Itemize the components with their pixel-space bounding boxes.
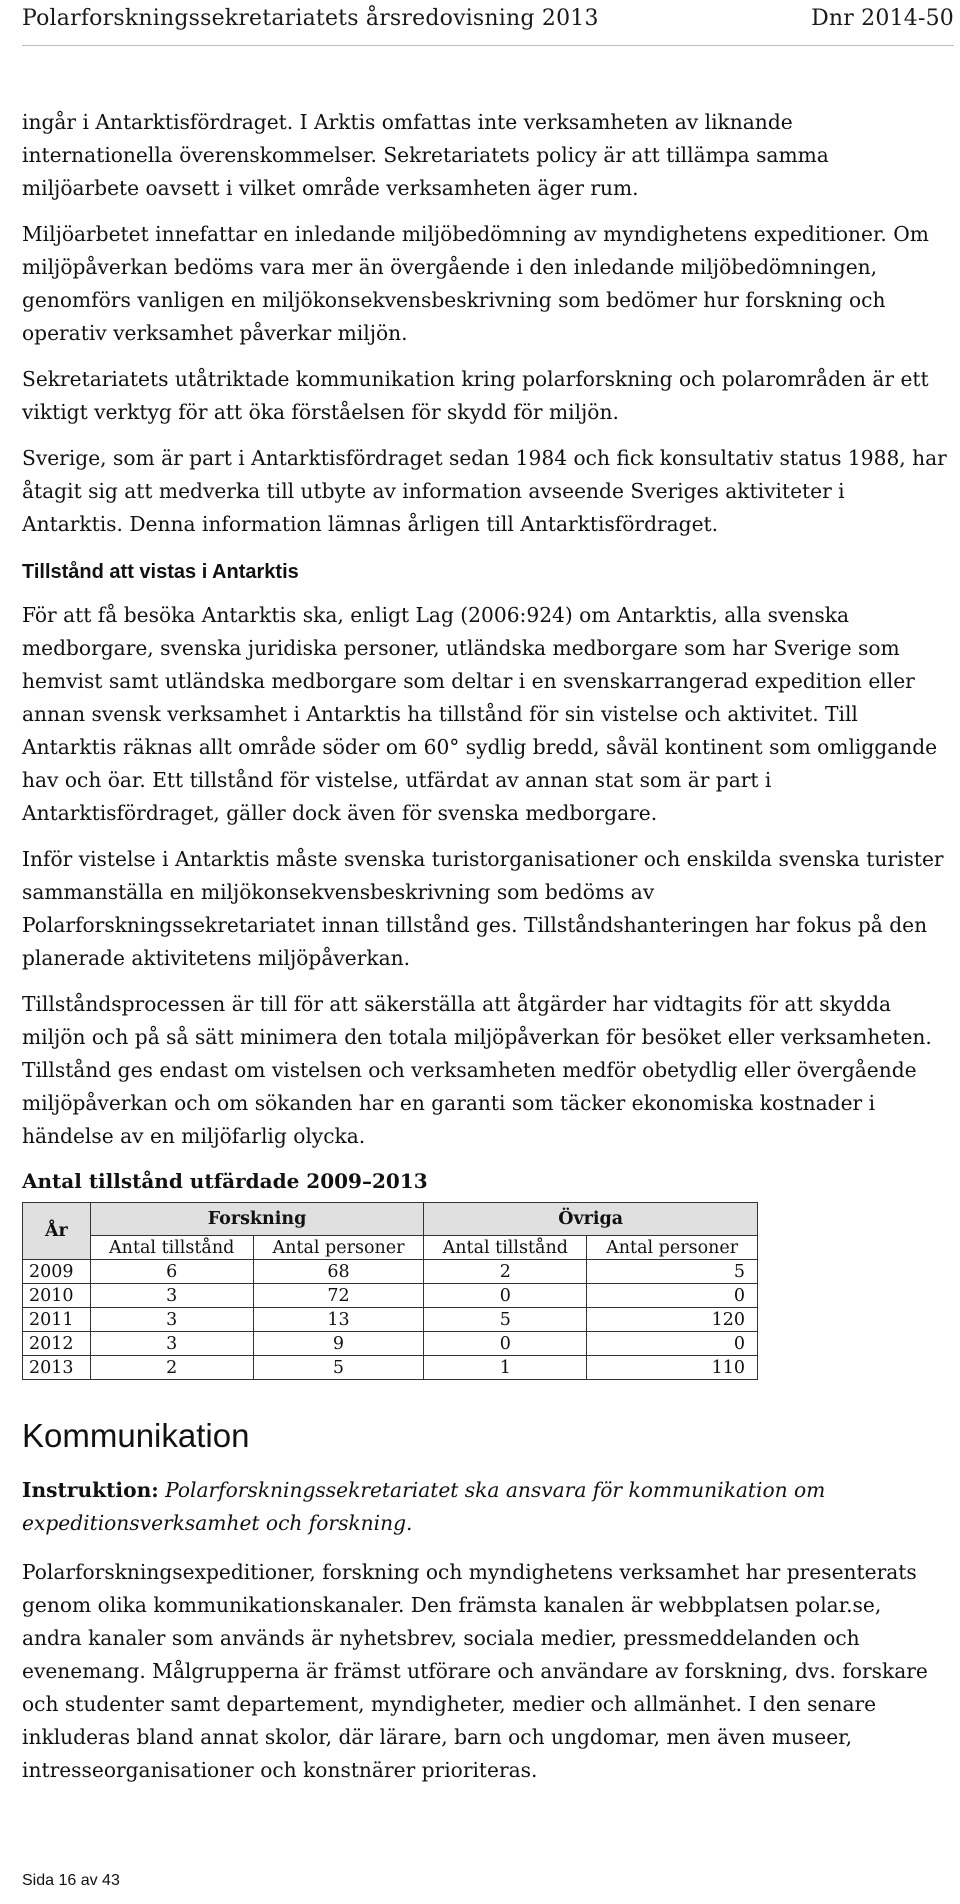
table-row xyxy=(23,1284,758,1308)
cell: 2 xyxy=(424,1260,587,1284)
cell: 3 xyxy=(90,1332,253,1356)
sub-other-persons: Antal personer xyxy=(587,1236,758,1260)
cell-year: 2010 xyxy=(23,1284,91,1308)
section-heading-communication: Kommunikation xyxy=(22,1417,250,1454)
table-row xyxy=(23,1260,758,1284)
table-row xyxy=(23,1308,758,1332)
paragraph: Inför vistelse i Antarktis måste svenska turistorganisationer och enskilda svenska turister sammanställa en miljökonsekvensbeskrivning som bedöms av Polarforskningssekretariatet innan tillstånd ges. Tillståndshanteringen har fokus på den planerade aktivitetens miljöpåverkan. xyxy=(22,847,944,970)
cell-year: 2012 xyxy=(23,1332,91,1356)
cell: 5 xyxy=(587,1260,758,1284)
cell: 120 xyxy=(587,1308,758,1332)
cell: 0 xyxy=(424,1284,587,1308)
header-title: Polarforskningssekretariatets årsredovisning 2013 xyxy=(22,6,599,31)
page-header xyxy=(22,6,954,31)
col-year: År xyxy=(23,1203,91,1260)
cell-year: 2013 xyxy=(23,1356,91,1380)
paragraph: Miljöarbetet innefattar en inledande miljöbedömning av myndighetens expeditioner. Om miljöpåverkan bedöms vara mer än övergående i den inledande miljöbedömningen, genomförs vanligen en miljökonsekvensbeskrivning som bedömer hur forskning och operativ verksamhet påverkar miljön. xyxy=(22,222,929,345)
instruction-text: Polarforskningssekretariatet ska ansvara för kommunikation om expeditionsverksamhet och forskning. xyxy=(22,1478,826,1535)
cell: 9 xyxy=(253,1332,424,1356)
page-number: Sida 16 av 43 xyxy=(22,1872,120,1889)
header-divider xyxy=(22,45,954,46)
cell: 72 xyxy=(253,1284,424,1308)
cell: 5 xyxy=(253,1356,424,1380)
cell: 6 xyxy=(90,1260,253,1284)
cell: 0 xyxy=(587,1284,758,1308)
sub-other-permits: Antal tillstånd xyxy=(424,1236,587,1260)
cell: 3 xyxy=(90,1284,253,1308)
cell: 1 xyxy=(424,1356,587,1380)
cell: 68 xyxy=(253,1260,424,1284)
cell-year: 2011 xyxy=(23,1308,91,1332)
cell: 3 xyxy=(90,1308,253,1332)
paragraph: Tillståndsprocessen är till för att säkerställa att åtgärder har vidtagits för att skydda miljön och på så sätt minimera den totala miljöpåverkan för besöket eller verksamheten. Tillstånd ges endast om vistelsen och verksamheten medför obetydlig eller övergående miljöpåverkan och om sökanden har en garanti som täcker ekonomiska kostnader i händelse av en miljöfarlig olycka. xyxy=(22,992,932,1148)
cell: 2 xyxy=(90,1356,253,1380)
cell: 13 xyxy=(253,1308,424,1332)
cell-year: 2009 xyxy=(23,1260,91,1284)
group-research: Forskning xyxy=(90,1203,424,1236)
page-content xyxy=(22,106,947,1800)
sub-research-permits: Antal tillstånd xyxy=(90,1236,253,1260)
table-header-row xyxy=(23,1203,758,1236)
instruction xyxy=(22,1474,947,1540)
table-row xyxy=(23,1356,758,1380)
paragraph: ingår i Antarktisfördraget. I Arktis omfattas inte verksamheten av liknande internationella överenskommelser. Sekretariatets policy är att tillämpa samma miljöarbete oavsett i vilket område verksamheten äger rum. xyxy=(22,110,829,200)
header-doc-number: Dnr 2014-50 xyxy=(811,6,954,31)
group-other: Övriga xyxy=(424,1203,758,1236)
paragraph: Sekretariatets utåtriktade kommunikation kring polarforskning och polarområden är ett viktigt verktyg för att öka förståelsen för skydd för miljön. xyxy=(22,367,929,424)
paragraph: Polarforskningsexpeditioner, forskning och myndighetens verksamhet har presenterats genom olika kommunikationskanaler. Den främsta kanalen är webbplatsen polar.se, andra kanaler som används är nyhetsbrev, sociala medier, pressmeddelanden och evenemang. Målgrupperna är främst utförare och användare av forskning, dvs. forskare och studenter samt departement, myndigheter, medier och allmänhet. I den senare inkluderas bland annat skolor, där lärare, barn och ungdomar, men även museer, intresseorganisationer och konstnärer prioriteras. xyxy=(22,1560,928,1782)
cell: 110 xyxy=(587,1356,758,1380)
instruction-label: Instruktion: xyxy=(22,1478,159,1502)
cell: 0 xyxy=(424,1332,587,1356)
table-title: Antal tillstånd utfärdade 2009–2013 xyxy=(22,1169,428,1193)
permits-table xyxy=(22,1202,758,1380)
sub-research-persons: Antal personer xyxy=(253,1236,424,1260)
section-heading-permits: Tillstånd att vistas i Antarktis xyxy=(22,561,299,583)
cell: 0 xyxy=(587,1332,758,1356)
table-subheader-row xyxy=(23,1236,758,1260)
paragraph: Sverige, som är part i Antarktisfördraget sedan 1984 och fick konsultativ status 1988, har åtagit sig att medverka till utbyte av information avseende Sveriges aktiviteter i Antarktis. Denna information lämnas årligen till Antarktisfördraget. xyxy=(22,446,947,536)
paragraph: För att få besöka Antarktis ska, enligt Lag (2006:924) om Antarktis, alla svenska medborgare, svenska juridiska personer, utländska medborgare som har Sverige som hemvist samt utländska medborgare som deltar i en svenskarrangerad expedition eller annan svensk verksamhet i Antarktis ha tillstånd för sin vistelse och aktivitet. Till Antarktis räknas allt område söder om 60° sydlig bredd, såväl kontinent som omliggande hav och öar. Ett tillstånd för vistelse, utfärdat av annan stat som är part i Antarktisfördraget, gäller dock även för svenska medborgare. xyxy=(22,603,938,825)
cell: 5 xyxy=(424,1308,587,1332)
table-row xyxy=(23,1332,758,1356)
